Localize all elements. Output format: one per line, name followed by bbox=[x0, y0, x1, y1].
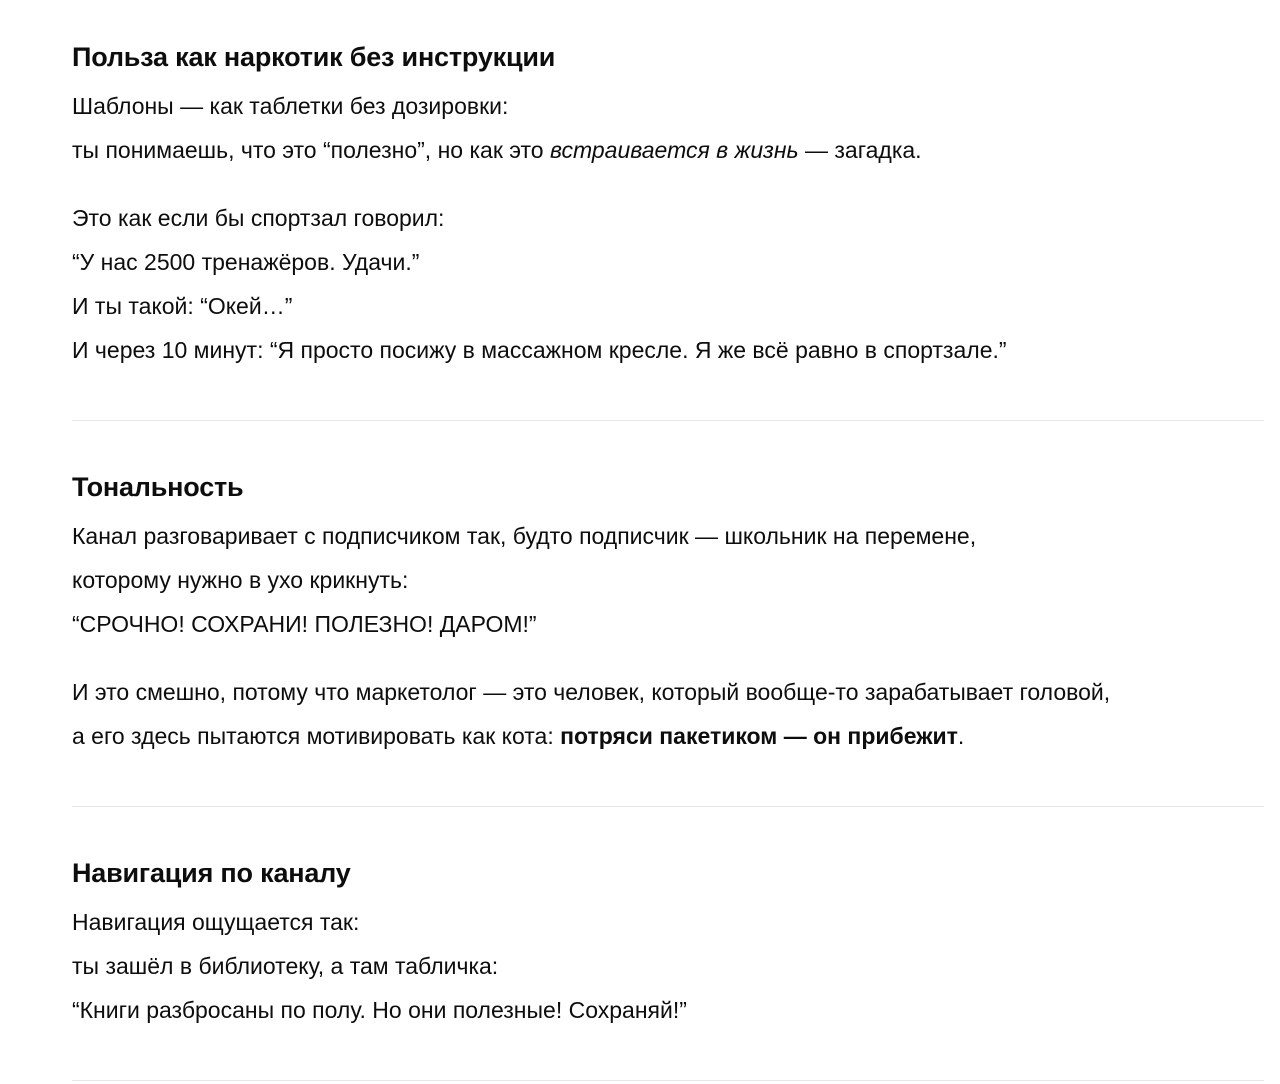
section-title: Навигация по каналу bbox=[72, 858, 351, 888]
text-line: Это как если бы спортзал говорил: bbox=[72, 205, 445, 231]
text-line: И ты такой: “Окей…” bbox=[72, 293, 293, 319]
section-tone bbox=[72, 470, 1280, 758]
text-line: которому нужно в ухо крикнуть: bbox=[72, 567, 409, 593]
paragraph bbox=[72, 900, 1280, 1032]
section-divider bbox=[72, 1080, 1264, 1081]
text-fragment: ты понимаешь, что это “полезно”, но как это bbox=[72, 137, 550, 163]
text-fragment: а его здесь пытаются мотивировать как кота: bbox=[72, 723, 561, 749]
text-line: И через 10 минут: “Я просто посижу в массажном кресле. Я же всё равно в спортзале.” bbox=[72, 337, 1007, 363]
text-line: Шаблоны — как таблетки без дозировки: bbox=[72, 93, 509, 119]
text-line: ты зашёл в библиотеку, а там табличка: bbox=[72, 953, 499, 979]
paragraph bbox=[72, 84, 1280, 172]
paragraph bbox=[72, 514, 1280, 646]
section-title: Тональность bbox=[72, 472, 244, 502]
section-title: Польза как наркотик без инструкции bbox=[72, 42, 556, 72]
paragraph bbox=[72, 196, 1280, 372]
text-line: Канал разговаривает с подписчиком так, будто подписчик — школьник на перемене, bbox=[72, 523, 977, 549]
section-divider bbox=[72, 420, 1264, 421]
text-line: Навигация ощущается так: bbox=[72, 909, 360, 935]
section-usefulness bbox=[72, 40, 1280, 372]
text-line bbox=[72, 128, 1280, 172]
text-line: И это смешно, потому что маркетолог — это человек, который вообще-то зарабатывает головой, bbox=[72, 679, 1111, 705]
paragraph bbox=[72, 670, 1280, 758]
text-line bbox=[72, 714, 1280, 758]
section-navigation bbox=[72, 856, 1280, 1032]
text-line: “Книги разбросаны по полу. Но они полезные! Сохраняй!” bbox=[72, 997, 687, 1023]
text-line: “У нас 2500 тренажёров. Удачи.” bbox=[72, 249, 420, 275]
text-line: “СРОЧНО! СОХРАНИ! ПОЛЕЗНО! ДАРОМ!” bbox=[72, 611, 537, 637]
text-fragment: . bbox=[957, 723, 965, 749]
section-divider bbox=[72, 806, 1264, 807]
bold-text: потряси пакетиком — он прибежит bbox=[560, 723, 958, 749]
emphasis-text: встраивается в жизнь bbox=[549, 137, 799, 163]
text-fragment: — загадка. bbox=[798, 137, 922, 163]
